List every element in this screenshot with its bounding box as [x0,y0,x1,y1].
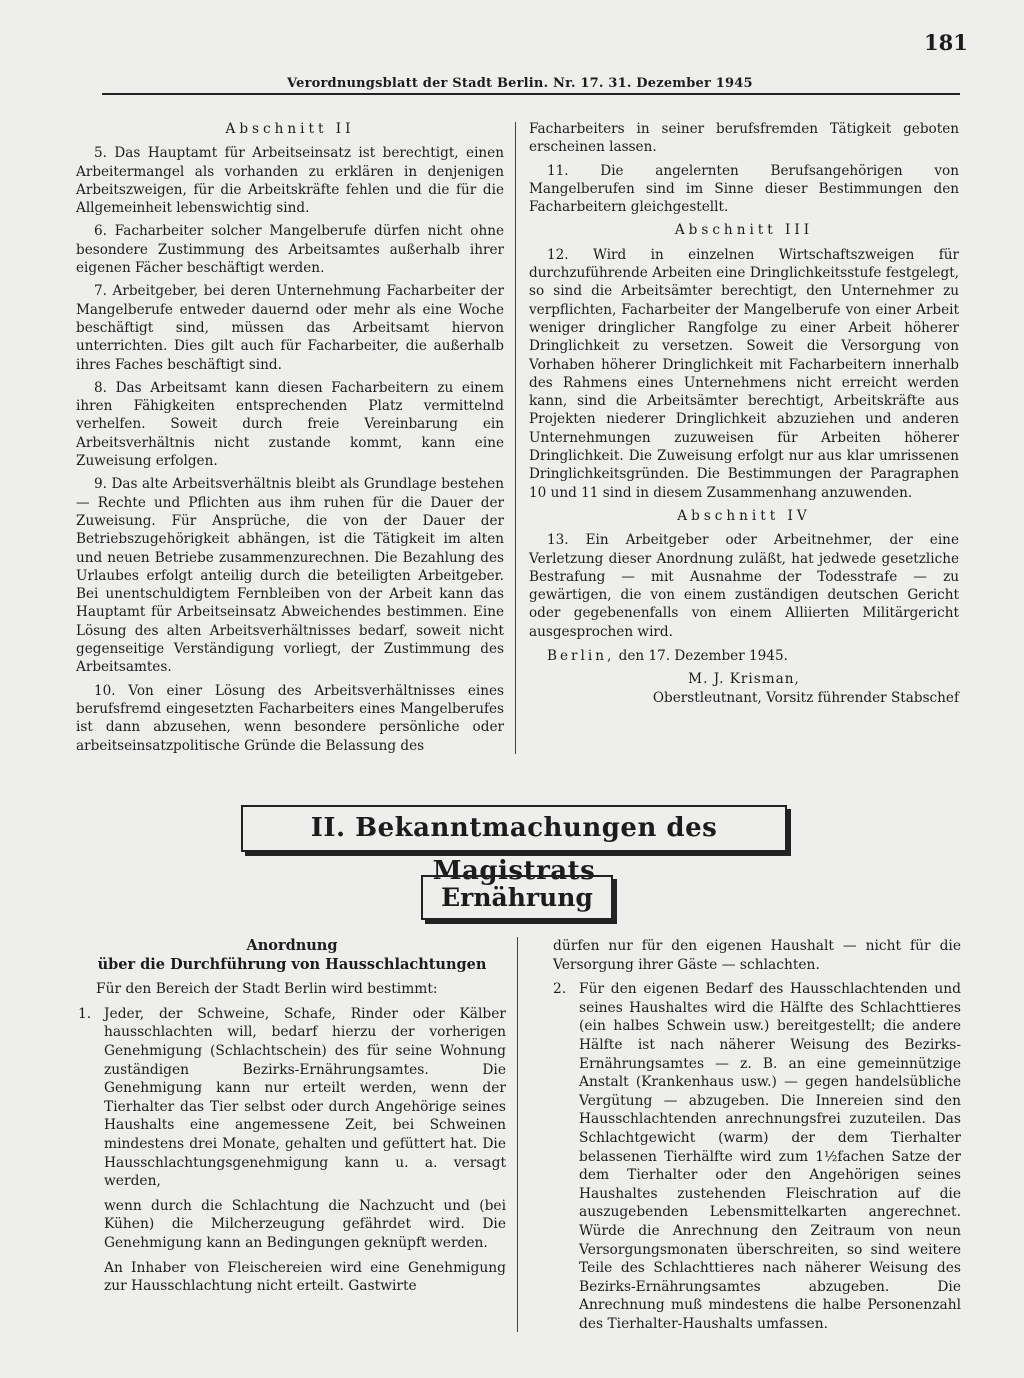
signature-date [529,647,959,665]
section-heading-3: Abschnitt III [674,222,814,239]
signatory-title: Oberstleutnant, Vorsitz führender Stabschef [652,689,959,706]
section-heading-4: Abschnitt IV [677,507,811,524]
lower-right-column [553,937,961,1333]
upper-left-column [76,120,504,760]
lower-column-divider [517,937,518,1332]
signature-place: Berlin, [547,648,615,665]
section-banner-ernaehrung: Ernährung [421,875,613,920]
signature-date-text: den 17. Dezember 1945. [618,648,788,665]
paragraph-7: 7. Arbeitgeber, bei deren Unternehmung Facharbeiter der Mangelberufe entweder dauernd oder mehr als eine Woche beschäftigt sind, müssen das Arbeitsamt hiervon unterrichten. Dies gilt auch für Facharbeiter, die außerhalb ihres Faches beschäftigt sind. [76,283,504,373]
item-1-last: An Inhaber von Fleischereien wird eine Genehmigung zur Hausschlachtung nicht erteilt. Gastwirte [104,1259,506,1295]
section-heading-2: Abschnitt II [225,121,355,137]
paragraph-12: 12. Wird in einzelnen Wirtschaftszweigen für durchzuführende Arbeiten eine Dringlichkeitsstufe festgelegt, so sind die Arbeitsämter berechtigt, den Unternehmer zu verpflichten, Facharbeiter der Mangelberufe von einer Arbeit weniger dringlicher Rangfolge zu einer Arbeit höherer Dringlichkeit zu versetzen. Soweit die Versorgung von Vorhaben höherer Dringlichkeit mit Facharbeitern innerhalb des Rahmens eines Unternehmens nicht erreicht werden kann, sind die Arbeitsämter berechtigt, Arbeitskräfte aus Projekten niederer Dringlichkeit abzuziehen und anderen Unternehmungen zuzuweisen für Arbeiten höherer Dringlichkeit. Die Zuweisung erfolgt nur aus klar umrissenen Dringlichkeitsgründen. Die Bestimmungen der Paragraphen 10 und 11 sind in diesem Zusammenhang anzuwenden. [529,246,959,501]
ordinance-intro: Für den Bereich der Stadt Berlin wird bestimmt: [96,981,438,998]
paragraph-10: 10. Von einer Lösung des Arbeitsverhältnisses eines berufsfremd eingesetzten Facharbeiters eines Mangelberufes ist dann abzusehen, wenn besondere persönliche oder arbeitseinsatzpolitische Gründe die Belassung des [76,682,504,754]
item-2 [553,980,961,1333]
item-1-number: 1. [78,1005,92,1022]
paragraph-6: 6. Facharbeiter solcher Mangelberufe dürfen nicht ohne besondere Zustimmung des Arbeitsamtes außerhalb ihrer eigenen Fächer beschäftigt werden. [76,223,504,277]
paragraph-10-continuation: Facharbeiters in seiner berufsfremden Tätigkeit geboten erscheinen lassen. [529,121,959,156]
header-rule [102,93,960,95]
paragraph-13: 13. Ein Arbeitgeber oder Arbeitnehmer, der eine Verletzung dieser Anordnung zuläßt, hat jedwede gesetzliche Bestrafung — mit Ausnahme der Todesstrafe — zu gewärtigen, die von einem zuständigen deutschen Gericht oder gegebenenfalls von einem Alliierten Militärgericht ausgesprochen wird. [529,532,959,640]
upper-right-column [529,120,959,707]
signatory-name: M. J. Krisman, [688,671,800,688]
item-1-continuation: dürfen nur für den eigenen Haushalt — nicht für die Versorgung ihrer Gäste — schlachten. [553,938,961,973]
page-number: 181 [924,30,968,55]
item-2-text: Für den eigenen Bedarf des Hausschlachtenden und seines Haushaltes wird die Hälfte des Schlachttieres (ein halbes Schwein usw.) bereitgestellt; die andere Hälfte ist nach näherer Weisung des Bezirks-Ernährungsamtes — z. B. an eine gemeinnützige Anstalt (Krankenhaus usw.) — gegen handelsübliche Vergütung — abzugeben. Die Innereien sind den Hausschlachtenden anrechnungsfrei zuzuteilen. Das Schlachtgewicht (warm) der dem Tierhalter belassenen Tierhälfte wird zum 1½fachen Satze der dem Tierhalter oder den Angehörigen seines Haushaltes zustehenden Fleischration auf die auszugebenden Lebensmittelkarten angerechnet. Würde die Anrechnung den Zeitraum von neun Versorgungsmonaten überschreiten, so sind weitere Teile des Schlachttieres nach näherer Weisung des Bezirks-Ernährungsamtes abzugeben. Die Anrechnung muß mindestens die halbe Personenzahl des Tierhalter-Haushalts umfassen. [579,981,961,1332]
item-2-number: 2. [553,981,567,998]
upper-column-divider [515,122,516,754]
ordinance-title: Anordnung [246,937,338,954]
ordinance-subtitle: über die Durchführung von Hausschlachtungen [97,955,487,973]
paragraph-8: 8. Das Arbeitsamt kann diesen Facharbeitern zu einem ihren Fähigkeiten entsprechenden Platz vermittelnd verhelfen. Soweit durch freie Vereinbarung ein Arbeitsverhältnis nicht zustande kommt, kann eine Zuweisung erfolgen. [76,379,504,470]
item-1-condition: wenn durch die Schlachtung die Nachzucht und (bei Kühen) die Milcherzeugung gefährdet wird. Die Genehmigung kann an Bedingungen geknüpft werden. [104,1197,506,1251]
lower-left-column [78,937,506,1296]
item-1 [78,1005,506,1296]
paragraph-9: 9. Das alte Arbeitsverhältnis bleibt als Grundlage bestehen — Rechte und Pflichten aus ihm ruhen für die Dauer der Zuweisung. Für Ansprüche, die von der Dauer der Betriebszugehörigkeit abhängen, ist die Tätigkeit im alten und neuen Betriebe zusammenzurechnen. Die Bezahlung des Urlaubes erfolgt anteilig durch die beteiligten Arbeitgeber. Bei unentschuldigtem Fernbleiben von der Arbeit kann das Hauptamt für Arbeitseinsatz Abweichendes bestimmen. Eine Lösung des alten Arbeitsverhältnisses bedarf, soweit nicht gegenseitige Verständigung vorliegt, der Zustimmung des Arbeitsamtes. [76,476,504,676]
section-banner-magistrat: II. Bekanntmachungen des Magistrats [241,805,787,852]
paragraph-5: 5. Das Hauptamt für Arbeitseinsatz ist berechtigt, einen Arbeitermangel als vorhanden zu erklären in denjenigen Arbeitszweigen, für die Arbeitskräfte fehlen und die für die Allgemeinheit lebenswichtig sind. [76,145,504,217]
running-title: Verordnungsblatt der Stadt Berlin. Nr. 17. 31. Dezember 1945 [287,76,753,91]
paragraph-11: 11. Die angelernten Berufsangehörigen von Mangelberufen sind im Sinne dieser Bestimmungen den Facharbeitern gleichgestellt. [529,162,959,216]
item-1-text: Jeder, der Schweine, Schafe, Rinder oder Kälber hausschlachten will, bedarf hierzu der vorherigen Genehmigung (Schlachtschein) des für seine Wohnung zuständigen Bezirks-Ernährungsamtes. Die Genehmigung kann nur erteilt werden, wenn der Tierhalter das Tier selbst oder durch Angehörige seines Haushalts eine angemessene Zeit, bei Schweinen mindestens drei Monate, gehalten und gefüttert hat. Die Hausschlachtungsgenehmigung kann u. a. versagt werden, [104,1005,506,1190]
